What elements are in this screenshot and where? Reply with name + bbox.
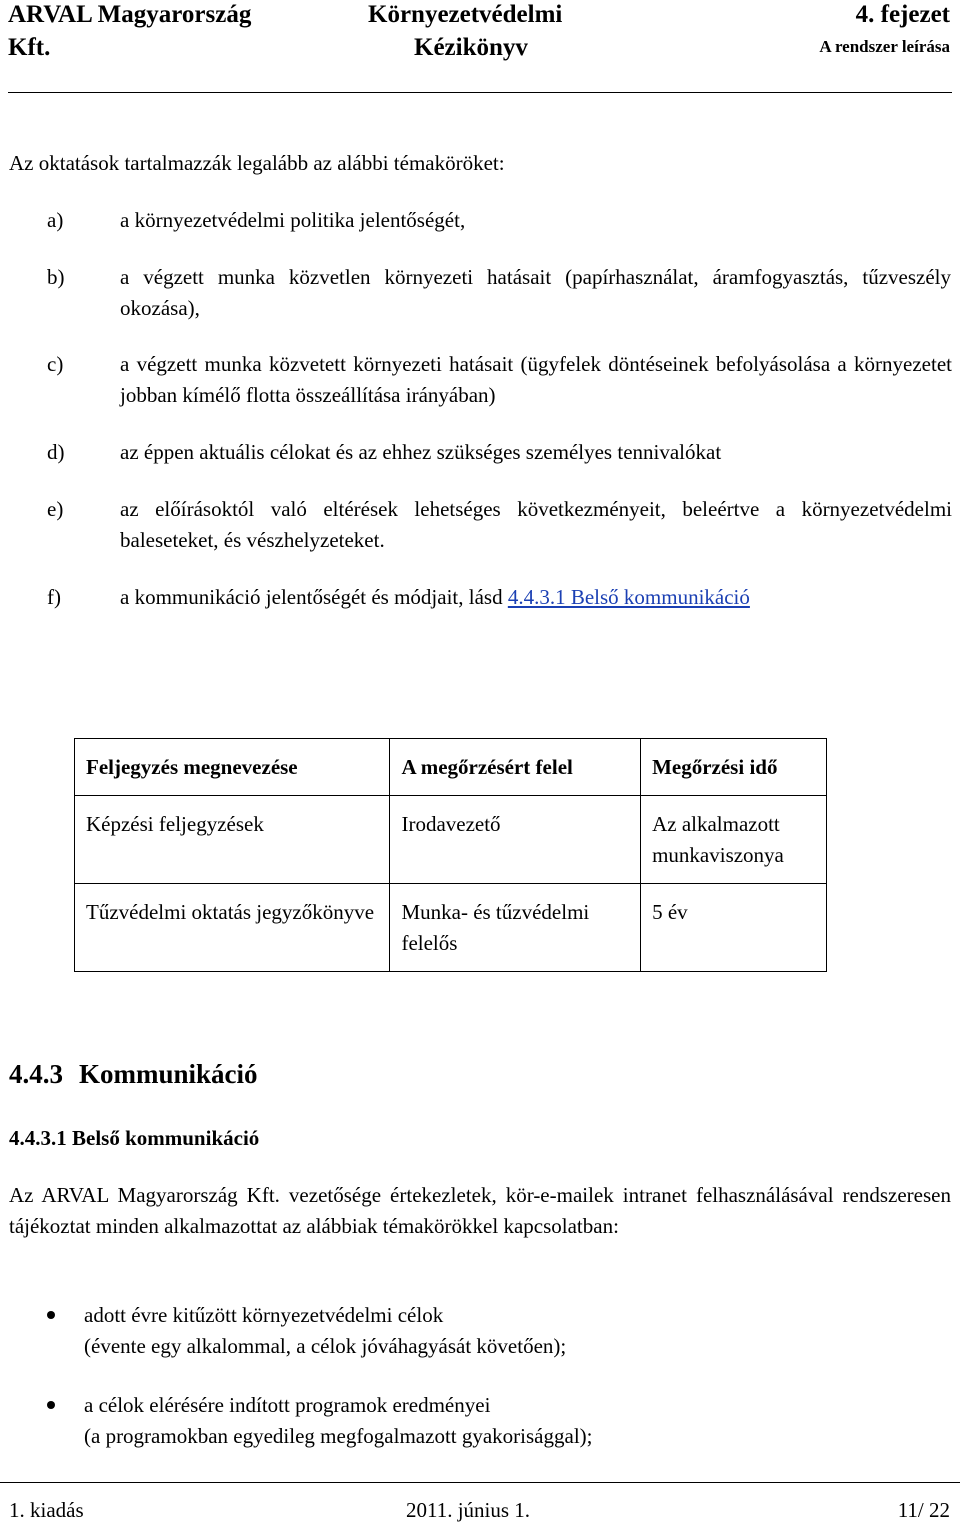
section-title: Kommunikáció xyxy=(79,1059,258,1089)
footer-date: 2011. június 1. xyxy=(406,1498,531,1522)
table-header-cell: Megőrzési idő xyxy=(641,739,827,796)
table-cell: Képzési feljegyzések xyxy=(75,796,390,884)
list-marker: b) xyxy=(47,265,65,289)
table-cell: 5 év xyxy=(641,884,827,972)
header-chapter: 4. fejezet xyxy=(855,1,950,28)
table-cell: Irodavezető xyxy=(390,796,641,884)
table-cell: Tűzvédelmi oktatás jegyzőkönyve xyxy=(75,884,390,972)
list-item-text-content: a végzett munka közvetlen környezeti hatásait (papírhasználat, áramfogyasztás, tűzveszély okozása), xyxy=(120,265,951,320)
footer-divider xyxy=(0,1482,960,1483)
records-table xyxy=(74,738,827,972)
bullet-line: (a programokban egyedileg megfogalmazott gyakorisággal); xyxy=(84,1424,593,1448)
list-marker: d) xyxy=(47,440,65,464)
list-item-text xyxy=(120,262,951,324)
header-company-line2: Kft. xyxy=(8,34,51,61)
list-item-text-content: a kommunikáció jelentőségét és módjait, lásd xyxy=(120,585,508,609)
footer-page-number: 11/ 22 xyxy=(897,1498,950,1522)
table-row xyxy=(75,796,827,884)
section-heading xyxy=(9,1058,258,1090)
section-number: 4.4.3 xyxy=(9,1059,63,1089)
table-cell: Munka- és tűzvédelmi felelős xyxy=(390,884,641,972)
table-header-row xyxy=(75,739,827,796)
body-paragraph: Az ARVAL Magyarország Kft. vezetősége értekezletek, kör-e-mailek intranet felhasználásával rendszeresen tájékoztat minden alkalmazottat az alábbiak témakörökkel kapcsolatban: xyxy=(9,1183,951,1238)
list-item-text: a környezetvédelmi politika jelentőségét, xyxy=(120,208,466,232)
list-item-text xyxy=(120,582,750,613)
header-chapter-subtitle: A rendszer leírása xyxy=(819,37,950,56)
header-divider xyxy=(8,92,952,93)
table-header-cell: Feljegyzés megnevezése xyxy=(75,739,390,796)
list-marker: e) xyxy=(47,497,64,521)
footer-edition: 1. kiadás xyxy=(9,1498,84,1522)
bullet-icon xyxy=(47,1311,55,1319)
list-item-text: a végzett munka közvetett környezeti hatásait (ügyfelek döntéseinek befolyásolása a környezetet jobban kímélő flotta összeállítása irányában) xyxy=(120,352,952,407)
header-title-line2: Kézikönyv xyxy=(414,34,528,61)
table-cell: Az alkalmazott munkaviszonya xyxy=(641,796,827,884)
table-header-cell: A megőrzésért felel xyxy=(390,739,641,796)
list-item-text: az éppen aktuális célokat és az ehhez szükséges személyes tennivalókat xyxy=(120,440,722,464)
header-title-line1: Környezetvédelmi xyxy=(368,1,563,28)
bullet-line: a célok elérésére indított programok eredményei xyxy=(84,1393,491,1417)
bullet-line: (évente egy alkalommal, a célok jóváhagyását követően); xyxy=(84,1334,567,1358)
subsection-heading: 4.4.3.1 Belső kommunikáció xyxy=(9,1126,260,1150)
table-row xyxy=(75,884,827,972)
list-marker: f) xyxy=(47,585,61,609)
bullet-icon xyxy=(47,1401,55,1409)
header-company-line1: ARVAL Magyarország xyxy=(8,1,252,28)
list-marker: c) xyxy=(47,352,64,376)
section-link[interactable]: 4.4.3.1 Belső kommunikáció xyxy=(507,585,750,609)
list-marker: a) xyxy=(47,208,64,232)
intro-text: Az oktatások tartalmazzák legalább az alábbi témaköröket: xyxy=(9,151,505,175)
bullet-line: adott évre kitűzött környezetvédelmi célok xyxy=(84,1303,444,1327)
list-item-text: az előírásoktól való eltérések lehetséges következményeit, beleértve a környezetvédelmi baleseteket, és vészhelyzeteket. xyxy=(120,497,952,552)
